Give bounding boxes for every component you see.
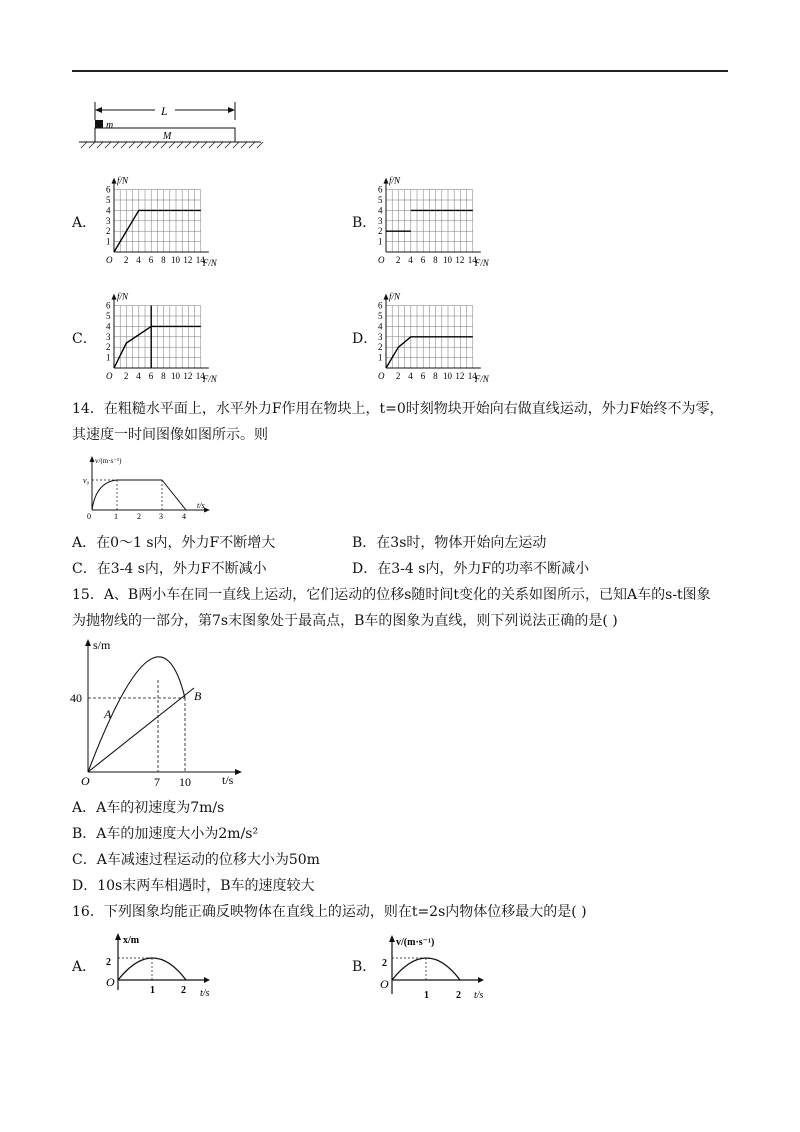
q14-stem-line2: 其速度一时间图像如图所示。则 [72, 427, 268, 443]
y-tick-label: 6 [106, 300, 111, 311]
q15-x10: 10 [179, 775, 191, 789]
grid [386, 190, 473, 252]
q16b-xlabel: t/s [474, 990, 484, 1001]
y-tick-label: 1 [378, 236, 383, 247]
x-tick-label: 8 [433, 255, 438, 265]
q16a-ylabel: x/m [123, 935, 140, 946]
fig13-block-board [75, 98, 265, 156]
q15-st-graph [72, 632, 272, 788]
x-tick-label: 2 [395, 371, 401, 381]
q16a-curve [118, 958, 186, 980]
header-rule [72, 70, 728, 72]
x-tick-label: 12 [455, 371, 465, 381]
y-tick-label: 6 [106, 184, 111, 195]
ground-hatch [81, 142, 263, 148]
q13-option-C-graph [98, 286, 238, 386]
q14-origin: 0 [87, 512, 91, 521]
origin-label: O [106, 255, 113, 265]
q16-option-B-label: B． [352, 959, 377, 975]
x-tick-label: 8 [161, 371, 166, 381]
y-axis-label: f/N [117, 175, 129, 186]
x-tick-label: 10 [443, 255, 452, 265]
y-tick-label: 4 [106, 321, 111, 332]
y-tick-label: 3 [106, 215, 111, 226]
x-tick-label: 10 [171, 255, 180, 265]
q15-label-A: A [104, 707, 112, 721]
x-tick-label: 6 [148, 371, 154, 381]
label-L: L [161, 104, 168, 118]
q15-origin: O [81, 774, 90, 788]
q16a-x2: 2 [181, 985, 186, 996]
label-m: m [106, 120, 114, 131]
y-axis-label: f/N [389, 291, 401, 302]
q16a-origin: O [106, 975, 115, 989]
q16-option-B-graph [370, 928, 500, 1008]
y-tick-label: 1 [106, 352, 111, 363]
q16a-x1: 1 [150, 985, 155, 996]
q15-x7: 7 [154, 775, 160, 789]
y-tick-label: 6 [378, 184, 383, 195]
x-tick-label: 2 [395, 255, 401, 265]
x-tick-label: 8 [433, 371, 438, 381]
x-tick-label: 4 [408, 255, 413, 265]
x-axis-label: F/N [202, 374, 217, 384]
q13-option-D-graph [370, 286, 510, 386]
x-tick-label: 6 [420, 255, 426, 265]
x-axis-label: F/N [202, 258, 217, 268]
q14-xtick-2: 2 [137, 512, 141, 521]
q16-stem: 16．下列图象均能正确反映物体在直线上的运动，则在t=2s内物体位移最大的是( ) [72, 904, 587, 920]
y-tick-label: 5 [378, 311, 383, 321]
q15-option-A: A．A车的初速度为7m/s [72, 800, 225, 816]
y-tick-label: 3 [378, 215, 383, 226]
q15-ylabel: s/m [93, 638, 111, 652]
q13-option-A-graph [98, 170, 238, 270]
x-tick-label: 14 [195, 371, 205, 381]
y-tick-label: 5 [106, 311, 111, 321]
x-tick-label: 4 [408, 371, 413, 381]
q15-line-B [88, 688, 194, 772]
q16b-x1: 1 [424, 990, 429, 1001]
x-tick-label: 12 [183, 371, 193, 381]
q16-option-A-label: A． [72, 959, 97, 975]
q14-option-C: C．在3-4 s内，外力F不断减小 [72, 561, 267, 577]
q14-stem-line1: 14．在粗糙水平面上，水平外力F作用在物块上，t=0时刻物块开始向右做直线运动，外力F始终不为零， [72, 401, 724, 417]
origin-label: O [106, 371, 113, 381]
y-tick-label: 4 [378, 321, 383, 332]
q15-stem-line1: 15．A、B两小车在同一直线上运动，它们运动的位移s随时间t变化的关系如图所示，已知A车的s-t图象 [72, 587, 711, 603]
x-tick-label: 2 [123, 371, 129, 381]
y-tick-label: 6 [378, 300, 383, 311]
q16a-xlabel: t/s [200, 988, 210, 999]
x-tick-label: 10 [171, 371, 180, 381]
q14-xtick-4: 4 [182, 512, 186, 521]
q16a-y2: 2 [106, 957, 111, 968]
q16b-origin: O [380, 977, 389, 991]
x-tick-label: 6 [148, 255, 154, 265]
y-axis-label: f/N [389, 175, 401, 186]
y-axis-label: f/N [117, 291, 129, 302]
grid [114, 190, 201, 252]
q13-option-B-graph [370, 170, 510, 270]
q14-ylabel: v/(m·s⁻¹) [95, 457, 122, 465]
grid [114, 306, 201, 368]
q15-label-B: B [194, 689, 202, 703]
q13-option-C-label: C． [72, 331, 97, 347]
y-tick-label: 2 [378, 342, 383, 353]
q14-option-A: A．在0～1 s内，外力F不断增大 [72, 535, 276, 551]
q15-curve-A [88, 657, 185, 772]
x-tick-label: 4 [136, 371, 141, 381]
q15-option-D: D．10s末两车相遇时，B车的速度较大 [72, 878, 315, 894]
q14-vt-graph [80, 452, 220, 524]
x-tick-label: 4 [136, 255, 141, 265]
q15-xlabel: t/s [222, 773, 234, 787]
q15-y40: 40 [70, 691, 82, 705]
y-tick-label: 4 [378, 205, 383, 216]
q14-xtick-1: 1 [114, 512, 118, 521]
y-tick-label: 3 [106, 331, 111, 342]
x-axis-label: F/N [474, 258, 489, 268]
y-tick-label: 1 [378, 352, 383, 363]
x-tick-label: 2 [123, 255, 129, 265]
q13-option-A-label: A． [72, 215, 97, 231]
x-tick-label: 8 [161, 255, 166, 265]
q14-curve-accel [92, 480, 117, 510]
q14-xtick-3: 3 [159, 512, 163, 521]
x-tick-label: 14 [467, 371, 477, 381]
x-tick-label: 10 [443, 371, 452, 381]
q14-option-B: B．在3s时，物体开始向左运动 [352, 535, 547, 551]
q15-stem-line2: 为抛物线的一部分，第7s末图象处于最高点，B车的图象为直线，则下列说法正确的是( ) [72, 613, 618, 629]
y-tick-label: 5 [378, 195, 383, 205]
y-tick-label: 2 [378, 226, 383, 237]
q16b-y2: 2 [382, 958, 387, 969]
q14-option-D: D．在3-4 s内，外力F的功率不断减小 [352, 561, 590, 577]
x-tick-label: 14 [467, 255, 477, 265]
q13-option-D-label: D． [352, 331, 378, 347]
q14-v0: v₀ [83, 476, 90, 485]
x-axis-label: F/N [474, 374, 489, 384]
q16b-ylabel: v/(m·s⁻¹) [396, 937, 435, 948]
y-tick-label: 5 [106, 195, 111, 205]
q15-option-B: B．A车的加速度大小为2m/s² [72, 826, 259, 842]
origin-label: O [378, 371, 385, 381]
y-tick-label: 4 [106, 205, 111, 216]
y-tick-label: 2 [106, 342, 111, 353]
y-tick-label: 3 [378, 331, 383, 342]
q16b-x2: 2 [456, 990, 461, 1001]
label-M: M [163, 131, 172, 142]
q14-decel [162, 480, 186, 510]
q16b-curve [392, 958, 460, 980]
y-tick-label: 2 [106, 226, 111, 237]
x-tick-label: 12 [455, 255, 465, 265]
x-tick-label: 12 [183, 255, 193, 265]
q13-option-B-label: B． [352, 215, 377, 231]
y-tick-label: 1 [106, 236, 111, 247]
x-tick-label: 6 [420, 371, 426, 381]
block-m [95, 120, 103, 128]
x-tick-label: 14 [195, 255, 205, 265]
q16-option-A-graph [96, 928, 226, 1000]
origin-label: O [378, 255, 385, 265]
q15-option-C: C．A车减速过程运动的位移大小为50m [72, 852, 320, 868]
q14-xlabel: t/s [197, 501, 205, 510]
